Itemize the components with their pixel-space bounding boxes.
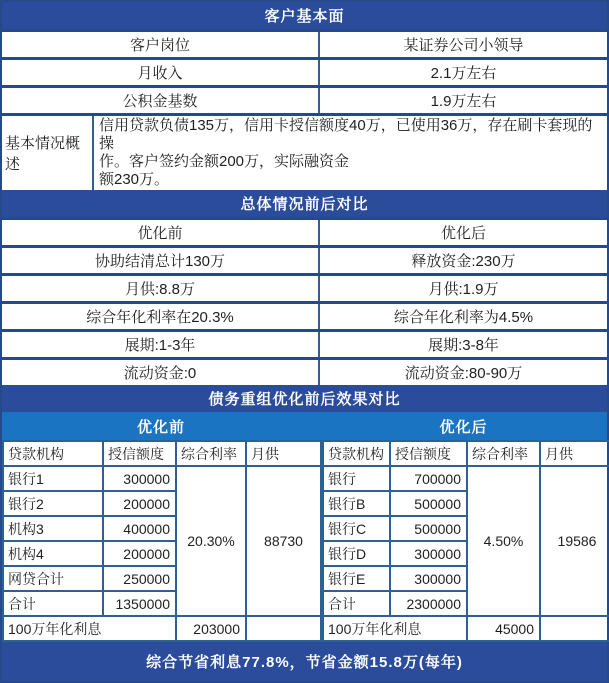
- before-interest-value: 203000: [176, 616, 246, 641]
- overview-text-line1: 信用贷款负债135万，信用卡授信额度40万，已使用36万，存在刷卡套现的操: [99, 117, 593, 152]
- before-monthly-merged: 88730: [246, 466, 321, 616]
- after-interest-empty: [540, 616, 609, 641]
- section-title-restructure: 债务重组优化前后效果对比: [2, 385, 607, 412]
- before-org-5: 网贷合计: [3, 566, 103, 591]
- before-table-header-row: [3, 441, 321, 466]
- before-org-1: 银行1: [3, 466, 103, 491]
- overall-before-label: 优化前: [2, 220, 320, 245]
- after-interest-value: 45000: [467, 616, 540, 641]
- after-interest-label: 100万年化利息: [323, 616, 467, 641]
- before-org-3: 机构3: [3, 516, 103, 541]
- profile-row-income: [2, 57, 607, 85]
- after-org-1: 银行: [323, 466, 390, 491]
- after-rate-merged: 4.50%: [467, 466, 540, 616]
- overall-row-term: [2, 329, 607, 357]
- after-amt-1: 700000: [390, 466, 467, 491]
- profile-fund-base-label: 公积金基数: [2, 88, 320, 113]
- after-col-credit: 授信额度: [390, 441, 467, 466]
- table-row: [3, 466, 321, 491]
- profile-position-value: 某证券公司小领导: [403, 37, 524, 54]
- before-col-monthly: 月供: [246, 441, 321, 466]
- overall-monthly-before: 月供:8.8万: [2, 276, 320, 301]
- profile-fund-base-value: 1.9万左右: [430, 93, 497, 110]
- profile-row-fund-base: [2, 85, 607, 113]
- overall-liquidity-before: 流动资金:0: [2, 360, 320, 385]
- overall-settle-after: 释放资金:230万: [411, 253, 516, 270]
- overall-rate-before: 综合年化利率在20.3%: [2, 304, 320, 329]
- before-amt-total: 1350000: [103, 591, 176, 616]
- overview-text-line3: 额230万。: [99, 171, 170, 188]
- before-col-rate: 综合利率: [176, 441, 246, 466]
- after-org-4: 银行D: [323, 541, 390, 566]
- restructure-after-label: 优化后: [439, 418, 488, 436]
- after-amt-2: 500000: [390, 491, 467, 516]
- before-interest-row: [3, 616, 321, 641]
- overall-liquidity-after: 流动资金:80-90万: [404, 365, 523, 382]
- after-table-header-row: [323, 441, 609, 466]
- after-org-2: 银行B: [323, 491, 390, 516]
- overall-row-rate: [2, 301, 607, 329]
- after-org-total: 合计: [323, 591, 390, 616]
- after-monthly-merged: 19586: [540, 466, 609, 616]
- after-amt-3: 500000: [390, 516, 467, 541]
- after-col-monthly: 月供: [540, 441, 609, 466]
- before-interest-empty: [246, 616, 321, 641]
- after-amt-total: 2300000: [390, 591, 467, 616]
- before-org-total: 合计: [3, 591, 103, 616]
- after-table: [322, 440, 609, 642]
- profile-position-label: 客户岗位: [2, 32, 320, 57]
- before-amt-3: 400000: [103, 516, 176, 541]
- after-amt-5: 300000: [390, 566, 467, 591]
- after-col-rate: 综合利率: [467, 441, 540, 466]
- before-table: [2, 440, 322, 642]
- overview-label: 基本情况概述: [2, 116, 94, 190]
- after-interest-row: [323, 616, 609, 641]
- before-col-credit: 授信额度: [103, 441, 176, 466]
- overall-row-settle: [2, 245, 607, 273]
- overall-rate-after: 综合年化利率为4.5%: [393, 309, 534, 326]
- before-col-org: 贷款机构: [3, 441, 103, 466]
- restructure-subheader-band: [2, 412, 607, 440]
- before-rate-merged: 20.30%: [176, 466, 246, 616]
- after-amt-4: 300000: [390, 541, 467, 566]
- overall-term-after: 展期:3-8年: [428, 337, 499, 354]
- overall-after-label: 优化后: [440, 225, 486, 242]
- restructure-tables: [2, 440, 607, 642]
- before-org-2: 银行2: [3, 491, 103, 516]
- before-org-4: 机构4: [3, 541, 103, 566]
- overall-settle-before: 协助结清总计130万: [2, 248, 320, 273]
- overall-row-liquidity: [2, 357, 607, 385]
- overview-text: [94, 116, 607, 190]
- profile-income-value: 2.1万左右: [430, 65, 497, 82]
- restructure-before-label: 优化前: [136, 418, 185, 436]
- profile-overview-row: [2, 113, 607, 190]
- table-row: [323, 466, 609, 491]
- overall-row-monthly: [2, 273, 607, 301]
- before-amt-4: 200000: [103, 541, 176, 566]
- overall-term-before: 展期:1-3年: [2, 332, 320, 357]
- profile-income-label: 月收入: [2, 60, 320, 85]
- before-amt-5: 250000: [103, 566, 176, 591]
- before-interest-label: 100万年化利息: [3, 616, 176, 641]
- profile-row-position: [2, 29, 607, 57]
- after-col-org: 贷款机构: [323, 441, 390, 466]
- savings-summary-bar: 综合节省利息77.8%，节省金额15.8万(每年): [2, 642, 607, 681]
- section-title-overall: 总体情况前后对比: [2, 190, 607, 217]
- overall-monthly-after: 月供:1.9万: [428, 281, 499, 298]
- before-amt-1: 300000: [103, 466, 176, 491]
- after-org-5: 银行E: [323, 566, 390, 591]
- section-title-profile: 客户基本面: [2, 2, 607, 29]
- overview-text-line2: 作。客户签约金额200万，实际融资金: [99, 153, 350, 170]
- before-amt-2: 200000: [103, 491, 176, 516]
- after-org-3: 银行C: [323, 516, 390, 541]
- overall-header-row: [2, 217, 607, 245]
